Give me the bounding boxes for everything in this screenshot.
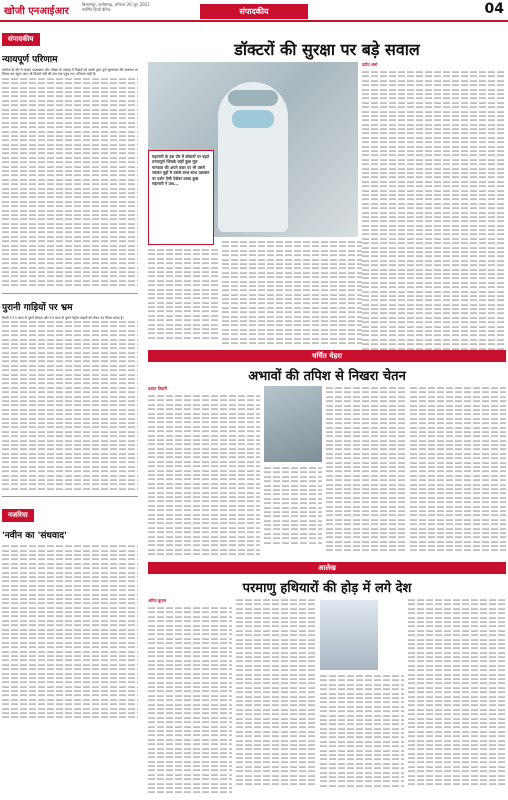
third-headline: परमाणु हथियारों की होड़ में लगे देश [242,581,412,596]
second-article-column-2 [264,466,322,545]
editorial-tag-2: नजरिया [2,509,34,522]
editorial-lead: कोरोना के दौर में पात्रता पाठ्यक्रम और परीक्षा के उत्साह में पिछले को उसके द्वारा पूर्ण मूल्यांकन की व्यवस्था पर विचार कर स्कूल आए जो पिछले वर्षों की सत्र तक पहुंच गए। परिणाम सही हैं। [2,68,138,77]
dateline: बिलासपुर, छत्तीसगढ़, शनिवार 26 जून 2021 स्वर्णिम हिन्दी दैनिक [82,2,150,12]
second-headline: अभावों की तपिश से निखरा चेतन [248,369,406,384]
third-article-column-1 [148,598,232,795]
main-article-column-mid [222,240,362,345]
main-article-column-right [362,62,506,360]
editorial-body-3 [2,544,138,720]
second-article-column-1 [148,386,260,556]
third-article-column-3 [320,674,404,788]
editorial-title-3: 'नवीन का 'संधवाद' [2,531,67,542]
editorial-lead-2: किसी ने 15 साल से पुराने डीजल और 10 साल से पुराने पेट्रोल वाहनों को लेकर नए नियम बनाए हैं। [2,315,124,320]
third-article-band: आलेख [148,562,506,574]
main-article-column-left [148,248,218,340]
third-byline: अमित कुमार [148,598,167,603]
editorial-title: न्यायपूर्ण परिणाम [2,55,58,65]
third-article-column-4 [408,598,506,787]
second-article-column-3 [326,386,406,553]
second-article-band: चर्चित चेहरा [148,350,506,362]
section-label: संपादकीय [200,4,308,19]
cricketer-photo [264,386,322,462]
second-article-column-4 [410,386,506,553]
editorial-body [2,77,138,288]
pull-quote: महामारी के इस दौर में डॉक्टरों पर बढ़ते तनावपूर्ण जिसके कहीं कुछ मूल मानवता की अपने वक्त पर भी उसमे ज्वलंत मुद्दों मे उसके साथ-साथ प्रशासन पर दर्शन ऐसी पेशेवर दबाव कुछ महामारी ने प्रश्न... [148,150,214,245]
main-byline: प्रदीप शर्मा [362,62,378,67]
main-headline: डॉक्टरों की सुरक्षा पर बड़े सवाल [234,40,420,59]
missile-photo [320,600,378,670]
editorial-body-2 [2,320,138,491]
third-article-column-2 [236,598,316,787]
page-number: 04 [484,1,504,17]
editorial-column [2,26,138,720]
paper-name: खोजी एनआईआर [4,6,69,17]
editorial-title-2: पुरानी गाड़ियों पर भ्रम [2,302,73,313]
editorial-tag: संपादकीय [2,33,40,46]
masthead [0,0,508,22]
second-byline: प्रशांत तिवारी [148,386,167,391]
